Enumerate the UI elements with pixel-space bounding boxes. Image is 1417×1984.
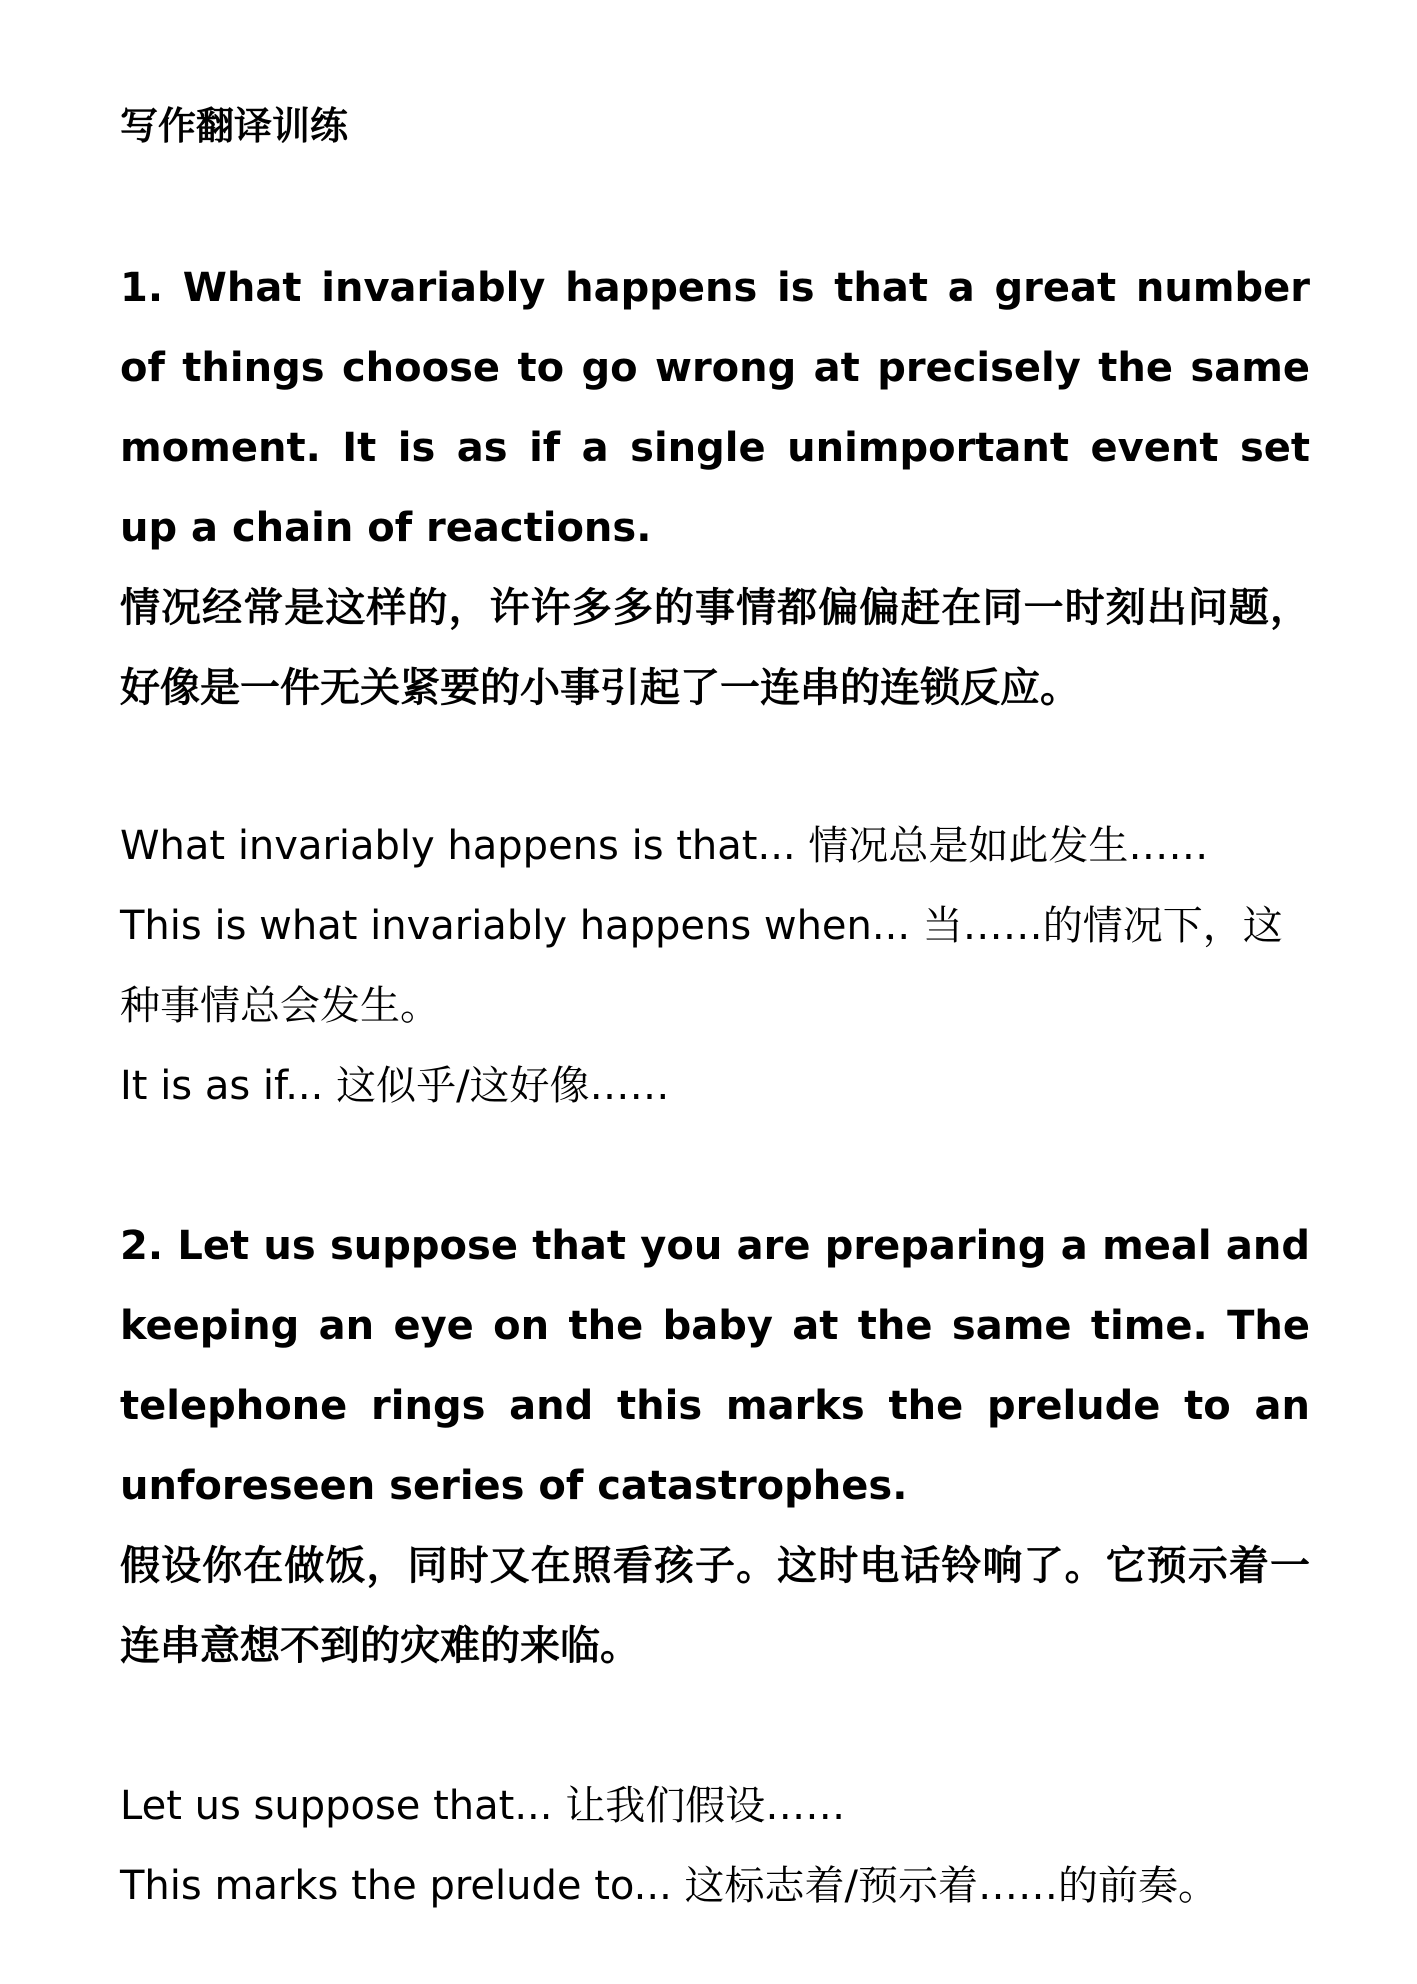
section-1-english: 1. What invariably happens is that a great number of things choose to go wrong at precisely the same moment. It is as if a single unimportant event set up a chain of reactions.	[120, 265, 1310, 551]
section-2-english: 2. Let us suppose that you are preparing a meal and keeping an eye on the baby at the same time. The telephone rings and this marks the prelude to an unforeseen series of catastrophes.	[120, 1223, 1310, 1509]
section-1-note-2: This is what invariably happens when... 当……的情况下，这种事情总会发生。	[120, 903, 1283, 1029]
section-2-note-1: Let us suppose that... 让我们假设……	[120, 1783, 846, 1829]
section-2-note-2: This marks the prelude to... 这标志着/预示着……的前奏。	[120, 1863, 1218, 1909]
page-title: 写作翻译训练	[120, 104, 349, 148]
section-2-chinese: 假设你在做饭，同时又在照看孩子。这时电话铃响了。它预示着一连串意想不到的灾难的来临。	[120, 1543, 1310, 1669]
section-1-note-1: What invariably happens is that... 情况总是如此发生……	[120, 823, 1209, 869]
section-1-chinese: 情况经常是这样的，许许多多的事情都偏偏赶在同一时刻出问题，好像是一件无关紧要的小事引起了一连串的连锁反应。	[120, 585, 1310, 711]
section-1-note-3: It is as if... 这似乎/这好像……	[120, 1063, 670, 1109]
